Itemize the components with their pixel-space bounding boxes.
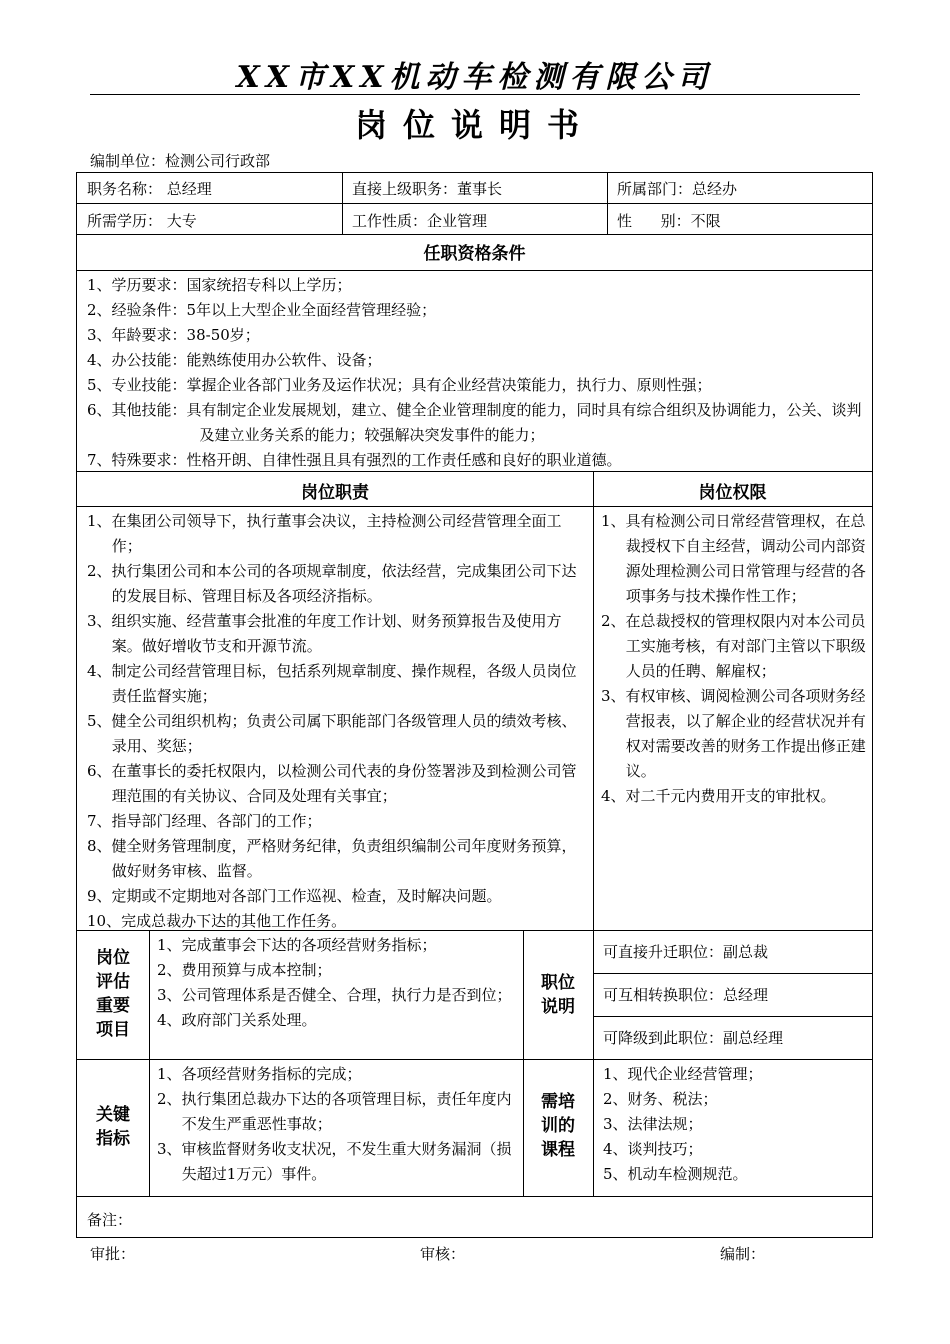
demotion-position: 可降级到此职位：副总经理 — [603, 1029, 784, 1047]
kpi-list — [157, 1062, 517, 1187]
list-item: 7、指导部门经理、各部门的工作； — [87, 812, 322, 830]
list-item: 3、年龄要求：38-50岁； — [87, 326, 260, 344]
transfer-position: 可互相转换职位：总经理 — [603, 986, 769, 1004]
list-item: 2、在总裁授权的管理权限内对本公司员工实施考核，有对部门主管以下职级人员的任聘、解雇权； — [601, 612, 866, 680]
list-item: 1、学历要求：国家统招专科以上学历； — [87, 276, 352, 294]
work-nature: 工作性质：企业管理 — [352, 212, 488, 230]
job-title: 职务名称： 总经理 — [87, 180, 212, 198]
list-item: 1、具有检测公司日常经营管理权，在总裁授权下自主经营，调动公司内部资源处理检测公司日常管理与经营的各项事务与技术操作性工作； — [601, 512, 866, 605]
position-label: 职位 说明 — [541, 973, 575, 1017]
duties-heading: 岗位职责 — [301, 483, 369, 503]
list-item: 3、有权审核、调阅检测公司各项财务经营报表，以了解企业的经营状况并有权对需要改善的财务工作提出修正建议。 — [601, 687, 866, 780]
list-item: 1、在集团公司领导下，执行董事会决议，主持检测公司经营管理全面工作； — [87, 512, 562, 555]
compile-signature: 编制： — [720, 1245, 766, 1263]
qualification-heading: 任职资格条件 — [423, 244, 526, 264]
compiling-unit: 编制单位：检测公司行政部 — [90, 152, 271, 170]
authority-heading: 岗位权限 — [698, 483, 767, 503]
row-divider — [77, 234, 872, 235]
approve-signature: 审批： — [90, 1245, 136, 1263]
education: 所需学历： 大专 — [87, 212, 197, 230]
list-item: 3、组织实施、经营董事会批准的年度工作计划、财务预算报告及使用方案。做好增收节支和开源节流。 — [87, 612, 562, 655]
list-item: 8、健全财务管理制度，严格财务纪律，负责组织编制公司年度财务预算，做好财务审核、监督。 — [87, 837, 577, 880]
col-divider — [607, 173, 608, 234]
qualification-list — [87, 273, 867, 473]
list-item: 3、审核监督财务收支状况，不发生重大财务漏洞（损失超过1万元）事件。 — [157, 1140, 512, 1183]
list-item: 6、其他技能：具有制定企业发展规划，建立、健全企业管理制度的能力，同时具有综合组织及协调能力，公关、谈判及建立业务关系的能力；较强解决突发事件的能力； — [87, 401, 862, 444]
row-divider — [77, 506, 872, 507]
list-item: 2、财务、税法； — [603, 1090, 718, 1108]
list-item: 2、执行集团总裁办下达的各项管理目标，责任年度内不发生严重恶性事故； — [157, 1090, 512, 1133]
list-item: 4、办公技能：能熟练使用办公软件、设备； — [87, 351, 382, 369]
col-divider — [593, 471, 594, 1196]
list-item: 10、完成总裁办下达的其他工作任务。 — [87, 912, 347, 930]
row-divider — [77, 203, 872, 204]
row-divider — [593, 1016, 872, 1017]
col-divider — [149, 930, 150, 1196]
list-item: 1、完成董事会下达的各项经营财务指标； — [157, 936, 437, 954]
duties-list — [87, 509, 587, 934]
supervisor: 直接上级职务：董事长 — [352, 180, 503, 198]
document-title: 岗位说明书 — [354, 106, 595, 144]
remarks: 备注： — [87, 1211, 133, 1229]
job-description-table — [76, 172, 873, 1238]
list-item: 1、各项经营财务指标的完成； — [157, 1065, 362, 1083]
list-item: 4、谈判技巧； — [603, 1140, 703, 1158]
review-signature: 审核： — [420, 1245, 466, 1263]
list-item: 3、公司管理体系是否健全、合理，执行力是否到位； — [157, 986, 512, 1004]
authority-list — [601, 509, 867, 809]
list-item: 1、现代企业经营管理； — [603, 1065, 763, 1083]
promotion-position: 可直接升迁职位：副总裁 — [603, 943, 769, 961]
company-name: XX市XX机动车检测有限公司 — [236, 60, 714, 95]
list-item: 7、特殊要求：性格开朗、自律性强且具有强烈的工作责任感和良好的职业道德。 — [87, 451, 622, 469]
col-divider — [342, 173, 343, 234]
row-divider — [77, 1059, 872, 1060]
header-rule — [90, 94, 860, 95]
evaluation-label: 岗位 评估 重要 项目 — [96, 948, 130, 1040]
list-item: 4、对二千元内费用开支的审批权。 — [601, 787, 836, 805]
list-item: 5、机动车检测规范。 — [603, 1165, 748, 1183]
kpi-label: 关键 指标 — [96, 1105, 130, 1149]
list-item: 2、经验条件：5年以上大型企业全面经营管理经验； — [87, 301, 437, 319]
training-label: 需培 训的 课程 — [541, 1092, 575, 1160]
list-item: 4、政府部门关系处理。 — [157, 1011, 317, 1029]
list-item: 9、定期或不定期地对各部门工作巡视、检查，及时解决问题。 — [87, 887, 502, 905]
row-divider — [593, 973, 872, 974]
training-list — [603, 1062, 867, 1187]
evaluation-list — [157, 933, 517, 1033]
gender: 性 别：不限 — [617, 212, 721, 230]
list-item: 2、费用预算与成本控制； — [157, 961, 332, 979]
department: 所属部门：总经办 — [617, 180, 738, 198]
list-item: 4、制定公司经营管理目标，包括系列规章制度、操作规程，各级人员岗位责任监督实施； — [87, 662, 577, 705]
list-item: 2、执行集团公司和本公司的各项规章制度，依法经营，完成集团公司下达的发展目标、管理目标及各项经济指标。 — [87, 562, 577, 605]
list-item: 5、健全公司组织机构；负责公司属下职能部门各级管理人员的绩效考核、录用、奖惩； — [87, 712, 577, 755]
row-divider — [77, 270, 872, 271]
list-item: 5、专业技能：掌握企业各部门业务及运作状况；具有企业经营决策能力，执行力、原则性强； — [87, 376, 712, 394]
list-item: 6、在董事长的委托权限内，以检测公司代表的身份签署涉及到检测公司管理范围的有关协议、合同及处理有关事宜； — [87, 762, 577, 805]
list-item: 3、法律法规； — [603, 1115, 703, 1133]
row-divider — [77, 1196, 872, 1197]
